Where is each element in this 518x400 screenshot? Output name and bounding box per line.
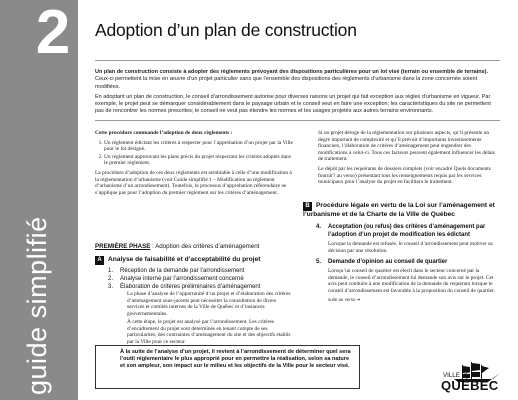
phase-title: : Adoption des critères d’aménagement [150, 243, 260, 250]
intro-divider [95, 120, 500, 121]
step-label: Demande d’opinion au conseil de quartier [328, 259, 448, 265]
step-5 [316, 258, 503, 266]
step-4-text: Lorsque la demande est refusée, le conseil d’arrondissement peut motiver sa décision par une résolution. [328, 241, 493, 254]
intro-text [95, 69, 500, 119]
section-a [95, 256, 295, 347]
step-number: 2. [108, 276, 114, 282]
right-paragraph-1: Si un projet déroge de la réglementation sur plusieurs aspects, qu’il présente un degré important de complexité et qu’il prévoit d’importants investissements financiers, l’élaboration de critères d’aménagement peut engendrer des modifications à celui-ci. Tous ces facteurs peuvent également influencer les délais de traitement. [318, 130, 495, 163]
section-b-badge: B [303, 202, 312, 211]
step-label: Élaboration de critères préliminaires d’aménagement [120, 284, 261, 290]
intro-lead-rest: Ceux-ci permettent la mise en œuvre d’un projet particulier sans que l’ensemble des dispositions des règlements d’urbanisme dans la zone concernée soient modifiées. [95, 76, 478, 90]
step-number: 4. [316, 224, 322, 230]
step-3-paragraph-1: La phase d’analyse de l’opportunité d’un projet et d’élaboration des critères d’aménagement sous-jacents peut nécessiter la consultation de divers services et comités internes de la Ville de Québec et d’instances gouvernementales. [127, 291, 291, 317]
step-label: Analyse interne par l’arrondissement concerné [120, 276, 244, 282]
info-box: À la suite de l’analyse d’un projet, il revient à l’arrondissement de déterminer quel sera l’outil réglementaire le plus approprié pour en permettre la réalisation, selon sa nature et son ampleur, son impact sur le milieu et les objectifs de la Ville pour le secteur visé. [95, 345, 360, 389]
phase-heading [95, 243, 259, 250]
step-number: 1. [108, 268, 114, 274]
section-b [303, 202, 503, 303]
step-number: 3. [108, 284, 114, 290]
logo-quebec: QUÉBEC [441, 378, 499, 393]
step-5-text: Lorsqu’un conseil de quartier est électi dans le secteur concerné par la demande, le conseil d’arrondissement lui demande son avis sur le projet. Cet avis peut conduire à une modification de la demande du requérant lorsque le conseil d’arrondissement est favorable à la proposition du conseil de quartier. [328, 268, 495, 294]
step-3 [108, 283, 295, 291]
section-b-title: Procédure légale en vertu de la Loi sur l’aménagement et l’urbanisme et de la Charte de la Ville de Québec [303, 202, 495, 218]
section-a-badge: A [95, 256, 104, 265]
section-b-title-row [303, 202, 503, 219]
procedure-paragraph: La procédure d’adoption de ces deux règlements est semblable à celle d’une modification à la réglementation d’urbanisme (voir Guide simplifié 1 – Modification au règlement d’urbanisme d’un arrondissement). Toutefois, le processus d’approbation référendaire ne s’applique pas pour l’adoption du premier règlement sur les critères d’aménagement. [95, 169, 292, 196]
step-3-paragraph-2: À cette étape, le projet est analysé par l’arrondissement. Les critères d’encadrement du projet sont déterminés en tenant compte de ses particularités, des contraintes d’aménagement du site et des objectifs établis par la Ville pour ce secteur. [127, 319, 291, 345]
procedure-list [95, 140, 295, 167]
title-divider [95, 60, 500, 61]
continued-link[interactable]: suite au verso ➔ [328, 297, 361, 302]
step-number: 5. [316, 259, 322, 265]
step-4 [316, 223, 503, 239]
step-label: Acceptation (ou refus) des critères d’aménagement par l’adoption d’un projet de modification les édictant [328, 224, 486, 238]
step-1 [108, 267, 295, 275]
intro-paragraph-2: En adoptant un plan de construction, le conseil d’arrondissement autorise pour diverses raisons un projet qui fait exception aux règles d’urbanisme en vigueur. Par exemple, le projet peut se démarquer considérablement dans le paysage urbain et le conseil veut en faire une exception; les caractéristiques du site ne permettent pas de rencontrer les normes prescrites; le conseil ne veut pas étendre les normes et les usages projetés aux autres terrains environnants. [95, 93, 491, 115]
intro-lead: Un plan de construction consiste à adopter des règlements prévoyant des dispositions particulières pour un lot visé (terrain ou ensemble de terrains). [95, 69, 489, 75]
step-3-text [127, 291, 292, 345]
sidebar [0, 0, 78, 400]
procedure-lead: Cette procédure commande l’adoption de deux règlements : [95, 130, 233, 136]
right-paragraph-2: Le dépôt par les requérants de dossiers complets (voir encadré Quels documents fournir? au verso) présentant tous les renseignements requis par les services municipaux pour l’analyse du projet en facilitera le traitement. [318, 165, 491, 186]
step-label: Réception de la demande par l’arrondissement [120, 268, 245, 274]
page-title: Adoption d’un plan de construction [95, 20, 357, 40]
phase-label: PREMIÈRE PHASE [95, 243, 151, 250]
intro-paragraph-1 [95, 69, 500, 91]
right-column [318, 130, 500, 189]
guide-label: guide simplifié [22, 216, 52, 395]
list-item: 1. Un règlement édictant les critères à respecter pour l’approbation d’un projet par la Ville pour le lot désigné. [104, 140, 295, 153]
step-2 [108, 275, 295, 283]
section-a-title: Analyse de faisabilité et d’acceptabilité du projet [108, 256, 261, 263]
logo-ville: VILLE DE [443, 372, 471, 379]
section-a-title-row [95, 256, 295, 265]
left-column [95, 130, 295, 199]
list-item: 2. Un règlement approuvant les plans précis du projet respectant les critères adoptés dans le premier règlement. [104, 154, 295, 167]
chapter-number: 2 [35, 0, 71, 67]
